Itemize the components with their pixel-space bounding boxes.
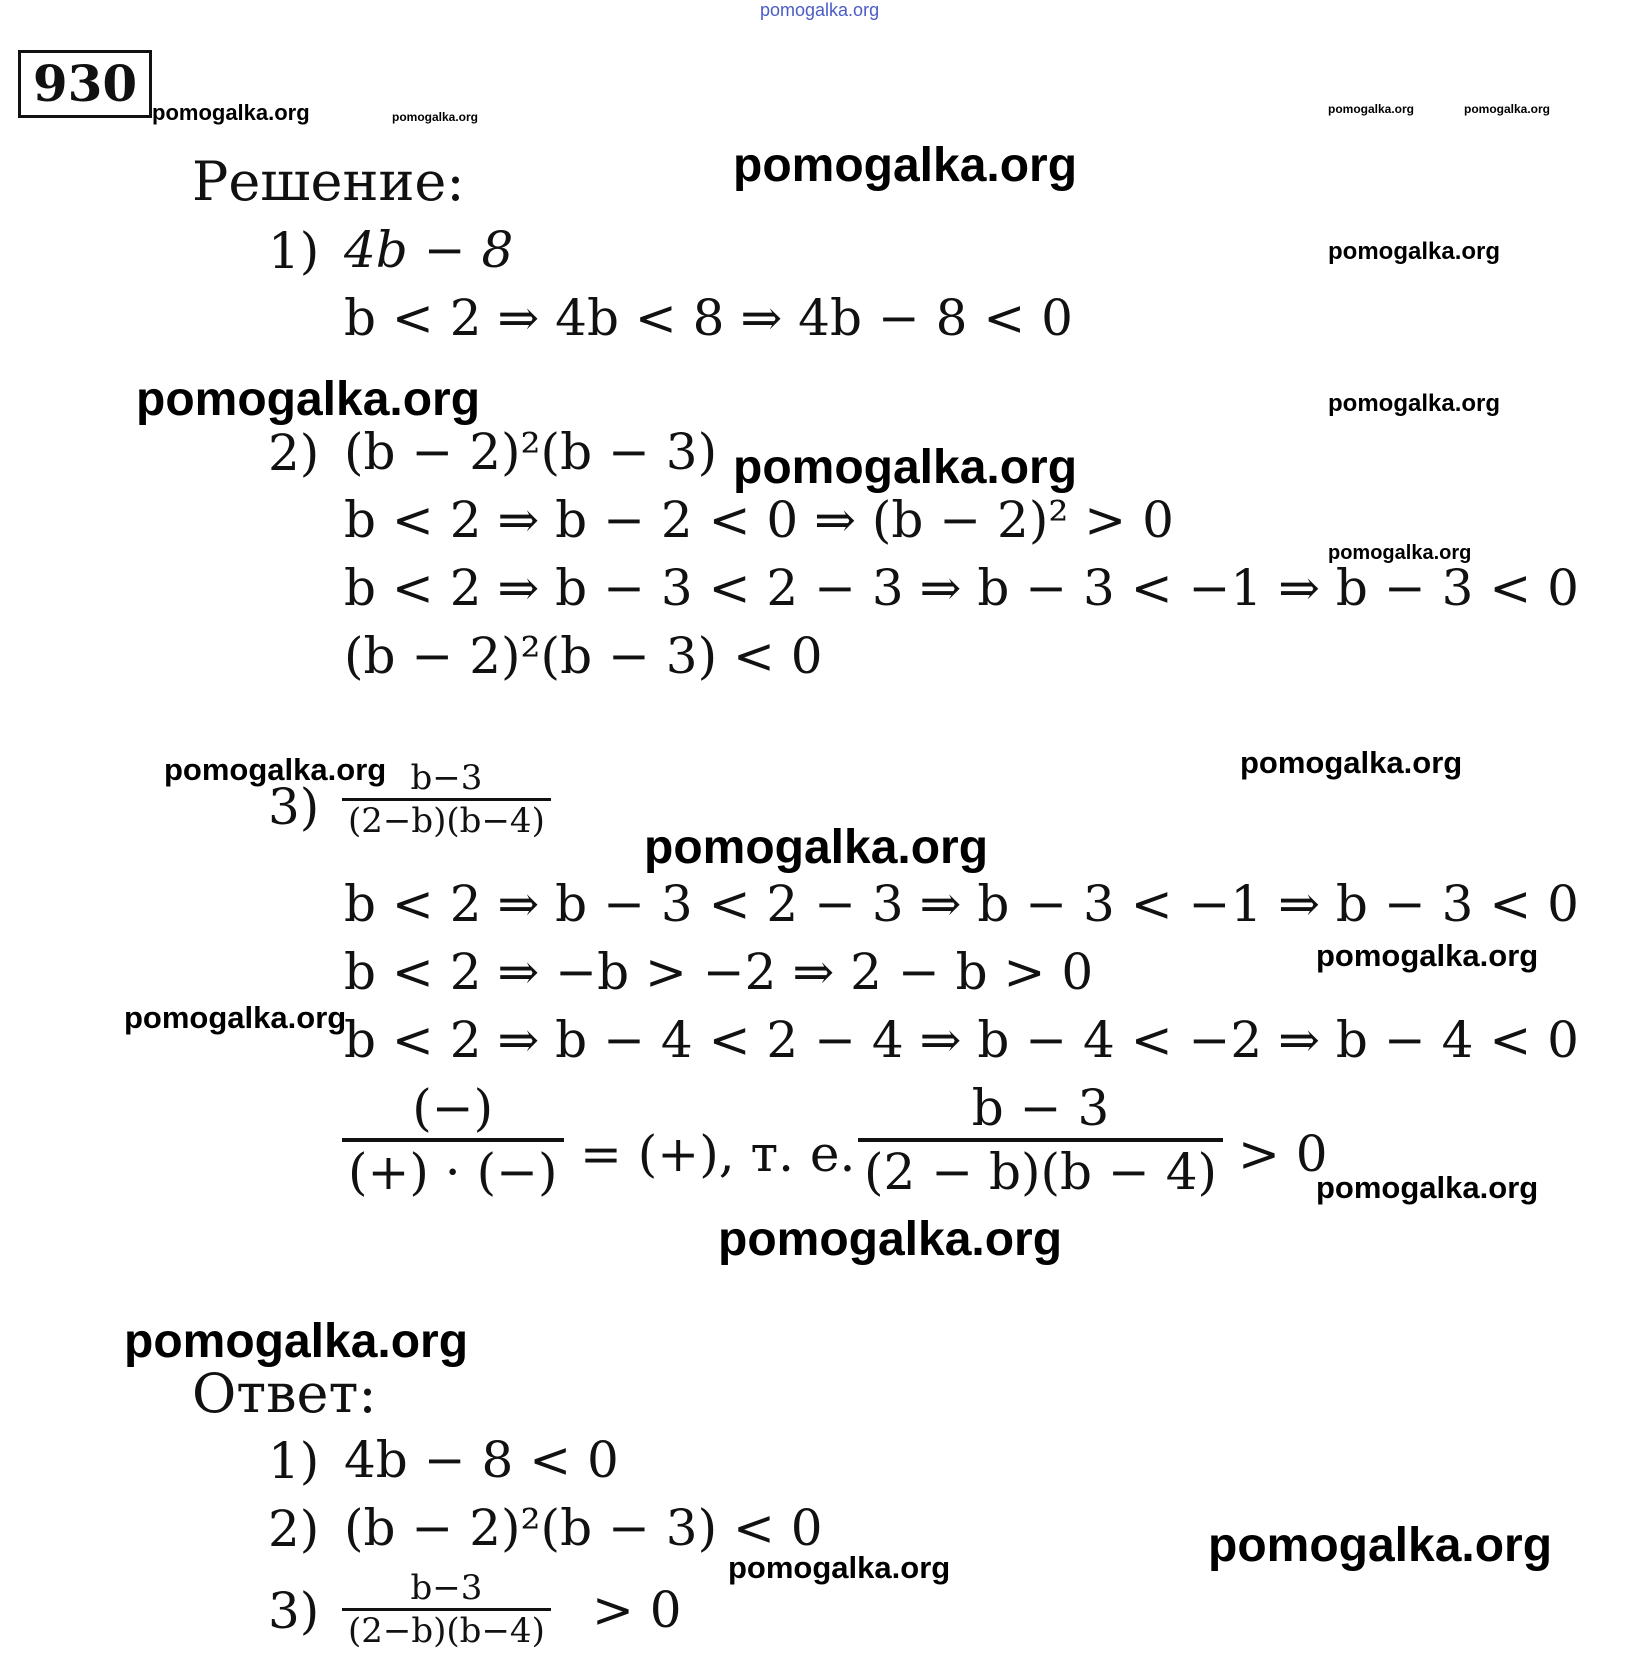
answer3-tail: > 0 (592, 1581, 682, 1639)
watermark: pomogalka.org (1464, 102, 1551, 116)
step2-label: 2) (268, 424, 320, 482)
watermark: pomogalka.org (644, 821, 989, 874)
watermark: pomogalka.org (1328, 390, 1501, 417)
step3-label: 3) (268, 778, 320, 836)
result-numerator: b − 3 (971, 1079, 1110, 1137)
watermark: pomogalka.org (392, 110, 479, 124)
watermark: pomogalka.org (733, 441, 1078, 494)
step1-reasoning: b < 2 ⇒ 4b < 8 ⇒ 4b − 8 < 0 (344, 289, 1073, 347)
watermark: pomogalka.org (1316, 1170, 1539, 1205)
watermark: pomogalka.org (136, 373, 481, 426)
solution-heading: Решение: (192, 150, 465, 213)
step3-numerator: b−3 (410, 758, 483, 798)
answer2: (b − 2)²(b − 3) < 0 (344, 1499, 823, 1557)
step2-line1: b < 2 ⇒ b − 2 < 0 ⇒ (b − 2)² > 0 (344, 491, 1174, 549)
watermark: pomogalka.org (152, 100, 310, 125)
top-watermark: pomogalka.org (760, 0, 880, 20)
answer1: 4b − 8 < 0 (344, 1431, 619, 1489)
step3-denominator: (2−b)(b−4) (342, 798, 551, 841)
watermark: pomogalka.org (733, 139, 1078, 192)
watermark: pomogalka.org (718, 1213, 1063, 1266)
sign-result: = (+), т. е. (580, 1125, 856, 1183)
watermark: pomogalka.org (1240, 745, 1463, 780)
answer3-label: 3) (268, 1582, 320, 1640)
step2-line3: (b − 2)²(b − 3) < 0 (344, 627, 823, 685)
step3-line3: b < 2 ⇒ b − 4 < 2 − 4 ⇒ b − 4 < −2 ⇒ b − 4 < 0 (344, 1011, 1579, 1069)
result-tail: > 0 (1238, 1125, 1328, 1183)
step3-fraction (342, 758, 551, 841)
answer2-label: 2) (268, 1500, 320, 1558)
step3-line2: b < 2 ⇒ −b > −2 ⇒ 2 − b > 0 (344, 943, 1094, 1001)
answer1-label: 1) (268, 1432, 320, 1490)
answer-heading: Ответ: (192, 1362, 377, 1425)
problem-number: 930 (18, 50, 152, 118)
answer3-fraction (342, 1568, 551, 1651)
watermark: pomogalka.org (728, 1550, 951, 1585)
watermark: pomogalka.org (124, 1000, 347, 1035)
step2-expression: (b − 2)²(b − 3) (344, 423, 718, 481)
watermark: pomogalka.org (124, 1315, 469, 1368)
watermark: pomogalka.org (1316, 938, 1539, 973)
step2-line2: b < 2 ⇒ b − 3 < 2 − 3 ⇒ b − 3 < −1 ⇒ b − 3 < 0 (344, 559, 1579, 617)
watermark: pomogalka.org (164, 752, 387, 787)
step1-expression: 4b − 8 (344, 221, 514, 279)
watermark: pomogalka.org (1328, 542, 1472, 564)
sign-denominator: (+) · (−) (342, 1138, 564, 1202)
answer3-numerator: b−3 (410, 1568, 483, 1608)
step3-line1: b < 2 ⇒ b − 3 < 2 − 3 ⇒ b − 3 < −1 ⇒ b − 3 < 0 (344, 875, 1579, 933)
watermark: pomogalka.org (1328, 238, 1501, 265)
result-denominator: (2 − b)(b − 4) (858, 1138, 1223, 1202)
watermark: pomogalka.org (1208, 1519, 1553, 1572)
answer3-denominator: (2−b)(b−4) (342, 1608, 551, 1651)
result-fraction (858, 1078, 1223, 1202)
watermark: pomogalka.org (1328, 102, 1415, 116)
sign-numerator: (−) (412, 1079, 494, 1137)
step1-label: 1) (268, 222, 320, 280)
sign-fraction (342, 1078, 564, 1202)
